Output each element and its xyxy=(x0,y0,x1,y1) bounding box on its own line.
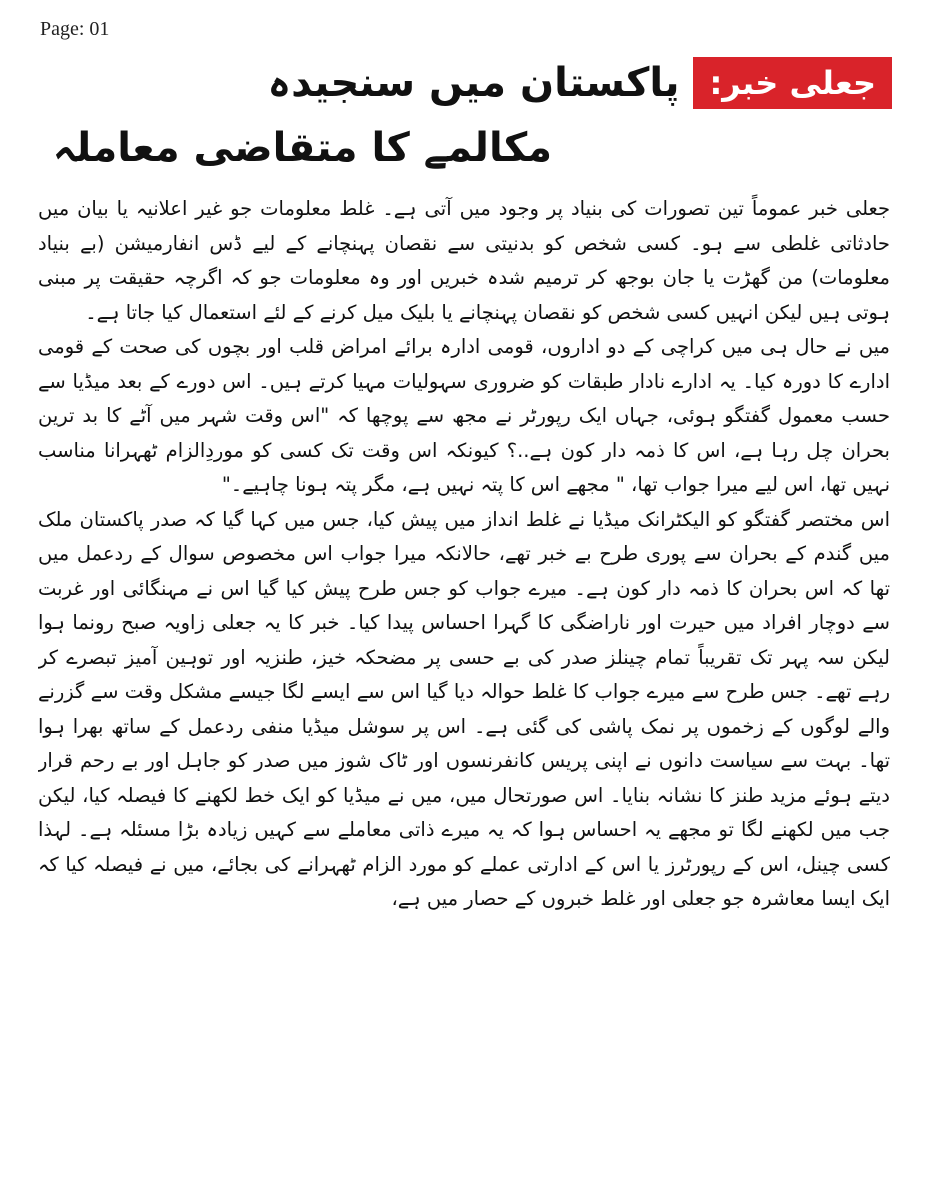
fake-news-badge: جعلی خبر: xyxy=(693,57,892,109)
paragraph-1: جعلی خبر عموماً تین تصورات کی بنیاد پر وجود میں آتی ہے۔ غلط معلومات جو غیر اعلانیہ یا بیان میں حادثاتی غلطی سے ہو۔ کسی شخص کو بدنیتی سے نقصان پہنچانے کے لیے ڈس انفارمیشن (بے بنیاد معلومات) من گھڑت یا جان بوجھ کر ترمیم شدہ خبریں اور وہ معلومات جو کہ اگرچہ حقیقت پر مبنی ہوتی ہیں لیکن انہیں کسی شخص کو نقصان پہنچانے یا بلیک میل کرنے کے لئے استعمال کیا جاتا ہے۔ xyxy=(38,197,890,324)
paragraph-3: اس مختصر گفتگو کو الیکٹرانک میڈیا نے غلط انداز میں پیش کیا، جس میں کہا گیا کہ صدر پاکستان ملک میں گندم کے بحران سے پوری طرح بے خبر تھے، حالانکہ میرا جواب اس مخصوص سوال کے ردعمل میں تھا کہ اس بحران کا ذمہ دار کون ہے۔ میرے جواب کو جس طرح پیش کیا گیا اس نے مہنگائی اور غربت سے دوچار افراد میں حیرت اور ناراضگی کا گہرا احساس پیدا کیا۔ خبر کا یہ جعلی زاویہ صبح رونما ہوا لیکن سہ پہر تک تقریباً تمام چینلز صدر کی بے حسی پر مضحکہ خیز، طنزیہ اور توہین آمیز تبصرے کر رہے تھے۔ جس طرح سے میرے جواب کا غلط حوالہ دیا گیا اس سے ایسے لگا جیسے مشکل وقت سے گزرنے والے لوگوں کے زخموں پر نمک پاشی کی گئی ہے۔ اس پر سوشل میڈیا منفی ردعمل کے ساتھ بھرا ہوا تھا۔ بہت سے سیاست دانوں نے اپنی پریس کانفرنسوں اور ٹاک شوز میں صدر کو جاہل اور بے رحم قرار دیتے ہوئے مزید طنز کا نشانہ بنایا۔ اس صورتحال میں، میں نے میڈیا کو ایک خط لکھنے کا فیصلہ کیا، لیکن جب میں لکھنے لگا تو مجھے یہ احساس ہوا کہ یہ میرے ذاتی معاملے سے کہیں زیادہ بڑا مسئلہ ہے۔ لہذا کسی چینل، اس کے رپورٹرز یا اس کے ادارتی عملے کو مورد الزام ٹھہرانے کی بجائے، میں نے فیصلہ کیا کہ ایک ایسا معاشرہ جو جعلی اور غلط خبروں کے حصار میں ہے، xyxy=(38,507,890,910)
article-body xyxy=(38,192,890,1192)
paragraph-2: میں نے حال ہی میں کراچی کے دو اداروں، قومی ادارہ برائے امراض قلب اور بچوں کی صحت کے قومی ادارے کا دورہ کیا۔ یہ ادارے نادار طبقات کو ضروری سہولیات مہیا کرتے ہیں۔ اس دورے کے بعد میڈیا سے حسب معمول گفتگو ہوئی، جہاں ایک رپورٹر نے مجھ سے پوچھا کہ "اس وقت شہر میں آٹے کا بد ترین بحران چل رہا ہے، اس کا ذمہ دار کون ہے..؟ کیونکہ اس وقت تک کسی کو موردِالزام ٹھہرانا مناسب نہیں تھا، اس لیے میرا جواب تھا، " مجھے اس کا پتہ نہیں ہے، مگر پتہ ہونا چاہیے۔" xyxy=(38,335,890,496)
title-text-second-line: مکالمے کا متقاضی معاملہ xyxy=(52,125,552,171)
title-text-first-line: پاکستان میں سنجیدہ xyxy=(267,60,680,106)
article-title xyxy=(32,50,892,180)
page-number-label: Page: 01 xyxy=(40,18,110,40)
title-line-1 xyxy=(32,50,892,116)
